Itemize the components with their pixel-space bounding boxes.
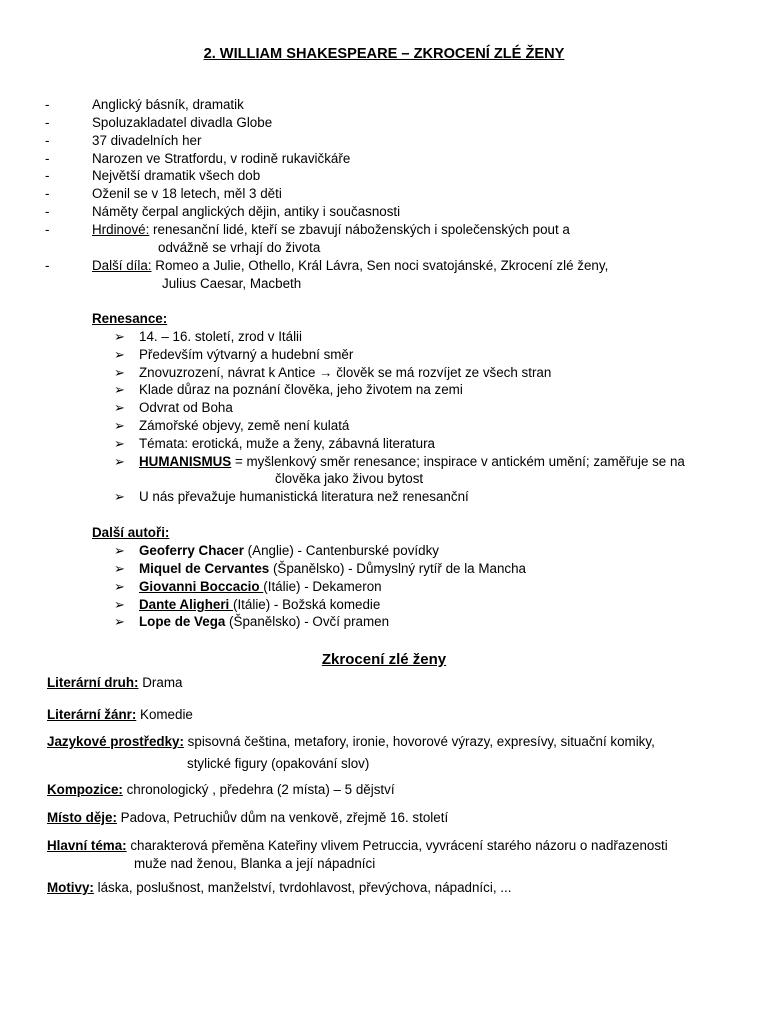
author-details: (Španělsko) - Ovčí pramen [225, 614, 390, 629]
arrow-bullet-icon: ➢ [114, 382, 125, 397]
motifs-label: Motivy: [47, 880, 94, 895]
composition-label: Kompozice: [47, 782, 123, 797]
author-details: (Itálie) - Dekameron [263, 579, 382, 594]
renaissance-item: Odvrat od Boha [139, 400, 233, 415]
bio-item: Oženil se v 18 letech, měl 3 děti [92, 186, 282, 201]
author-item [139, 614, 389, 629]
arrow-bullet-icon: ➢ [114, 365, 125, 380]
bullet-dash: - [45, 222, 50, 237]
arrow-bullet-icon: ➢ [114, 400, 125, 415]
arrow-bullet-icon: ➢ [114, 489, 125, 504]
arrow-bullet-icon: ➢ [114, 418, 125, 433]
literary-type-label: Literární druh: [47, 675, 139, 690]
literary-type-row [47, 675, 182, 690]
author-name: Dante Aligheri [139, 597, 233, 612]
renaissance-item: 14. – 16. století, zrod v Itálii [139, 329, 303, 344]
section-subtitle: Zkrocení zlé ženy [321, 651, 447, 668]
author-item [139, 597, 380, 612]
bullet-dash: - [45, 97, 50, 112]
humanism-text: = myšlenkový směr renesance; inspirace v antickém umění; zaměřuje se na [231, 454, 685, 469]
language-means-value-continued: stylické figury (opakování slov) [187, 756, 370, 771]
arrow-bullet-icon: ➢ [114, 597, 125, 612]
renaissance-item: Klade důraz na poznání člověka, jeho životem na zemi [139, 382, 463, 397]
literary-genre-value: Komedie [136, 707, 193, 722]
author-name: Miquel de Cervantes [139, 561, 270, 576]
composition-row [47, 782, 395, 797]
author-item [139, 579, 382, 594]
bullet-dash: - [45, 258, 50, 273]
author-details: (Anglie) - Cantenburské povídky [243, 543, 439, 558]
arrow-bullet-icon: ➢ [114, 561, 125, 576]
language-means-row [47, 734, 655, 749]
bullet-dash: - [45, 133, 50, 148]
bio-item: 37 divadelních her [92, 133, 202, 148]
arrow-bullet-icon: ➢ [114, 614, 125, 629]
bullet-dash: - [45, 186, 50, 201]
literary-genre-label: Literární žánr: [47, 707, 137, 722]
arrow-bullet-icon: ➢ [114, 579, 125, 594]
heroes-label: Hrdinové: [92, 222, 150, 237]
renaissance-item: U nás převažuje humanistická literatura než renesanční [139, 489, 469, 504]
author-name: Geoferry Chacer [139, 543, 244, 558]
author-item [139, 561, 526, 576]
arrow-bullet-icon: ➢ [114, 454, 125, 469]
author-name: Lope de Vega [139, 614, 226, 629]
bullet-dash: - [45, 168, 50, 183]
author-name: Giovanni Boccacio [139, 579, 264, 594]
renaissance-item: Znovuzrození, návrat k Antice → člověk se má rozvíjet ze všech stran [139, 365, 552, 380]
literary-type-value: Drama [138, 675, 183, 690]
renaissance-item: Především výtvarný a hudební směr [139, 347, 354, 362]
works-text: Romeo a Julie, Othello, Král Lávra, Sen noci svatojánské, Zkrocení zlé ženy, [151, 258, 609, 273]
bio-item: Spoluzakladatel divadla Globe [92, 115, 273, 130]
works-label: Další díla: [92, 258, 152, 273]
bullet-dash: - [45, 204, 50, 219]
authors-heading: Další autoři: [92, 525, 170, 540]
renaissance-item: Zámořské objevy, země není kulatá [139, 418, 350, 433]
author-details: (Španělsko) - Důmyslný rytíř de la Mancha [269, 561, 526, 576]
language-means-label: Jazykové prostředky: [47, 734, 184, 749]
bio-item: Největší dramatik všech dob [92, 168, 261, 183]
renaissance-heading: Renesance: [92, 311, 168, 326]
page-title: 2. WILLIAM SHAKESPEARE – ZKROCENÍ ZLÉ ŽENY [203, 46, 565, 62]
motifs-row [47, 880, 511, 895]
language-means-value: spisovná čeština, metafory, ironie, hovorové výrazy, expresívy, situační komiky, [183, 734, 655, 749]
heroes-text: renesanční lidé, kteří se zbavují náboženských i společenských pout a [149, 222, 570, 237]
main-theme-value-continued: muže nad ženou, Blanka a její nápadníci [134, 856, 376, 871]
arrow-bullet-icon: ➢ [114, 436, 125, 451]
main-theme-value: charakterová přeměna Kateřiny vlivem Petruccia, vyvrácení starého názoru o nadřazenosti [126, 838, 668, 853]
arrow-bullet-icon: ➢ [114, 543, 125, 558]
setting-label: Místo děje: [47, 810, 117, 825]
bullet-dash: - [45, 115, 50, 130]
composition-value: chronologický , předehra (2 místa) – 5 dějství [122, 782, 395, 797]
setting-value: Padova, Petruchiův dům na venkově, zřejmě 16. století [116, 810, 449, 825]
arrow-bullet-icon: ➢ [114, 329, 125, 344]
arrow-bullet-icon: ➢ [114, 347, 125, 362]
main-theme-label: Hlavní téma: [47, 838, 127, 853]
bio-item: Narozen ve Stratfordu, v rodině rukavičkáře [92, 151, 351, 166]
author-item [139, 543, 439, 558]
humanism-line [139, 454, 685, 469]
works-line [92, 258, 608, 273]
motifs-value: láska, poslušnost, manželství, tvrdohlavost, převýchova, nápadníci, ... [93, 880, 512, 895]
heroes-line [92, 222, 570, 237]
humanism-text-continued: člověka jako živou bytost [275, 471, 424, 486]
main-theme-row [47, 838, 668, 853]
bio-item: Anglický básník, dramatik [92, 97, 244, 112]
literary-genre-row [47, 707, 193, 722]
heroes-text-continued: odvážně se vrhají do života [158, 240, 321, 255]
renaissance-item: Témata: erotická, muže a ženy, zábavná literatura [139, 436, 435, 451]
works-text-continued: Julius Caesar, Macbeth [162, 276, 302, 291]
humanism-label: HUMANISMUS [139, 454, 232, 469]
setting-row [47, 810, 448, 825]
author-details: (Itálie) - Božská komedie [233, 597, 381, 612]
bio-item: Náměty čerpal anglických dějin, antiky i současnosti [92, 204, 401, 219]
bullet-dash: - [45, 151, 50, 166]
